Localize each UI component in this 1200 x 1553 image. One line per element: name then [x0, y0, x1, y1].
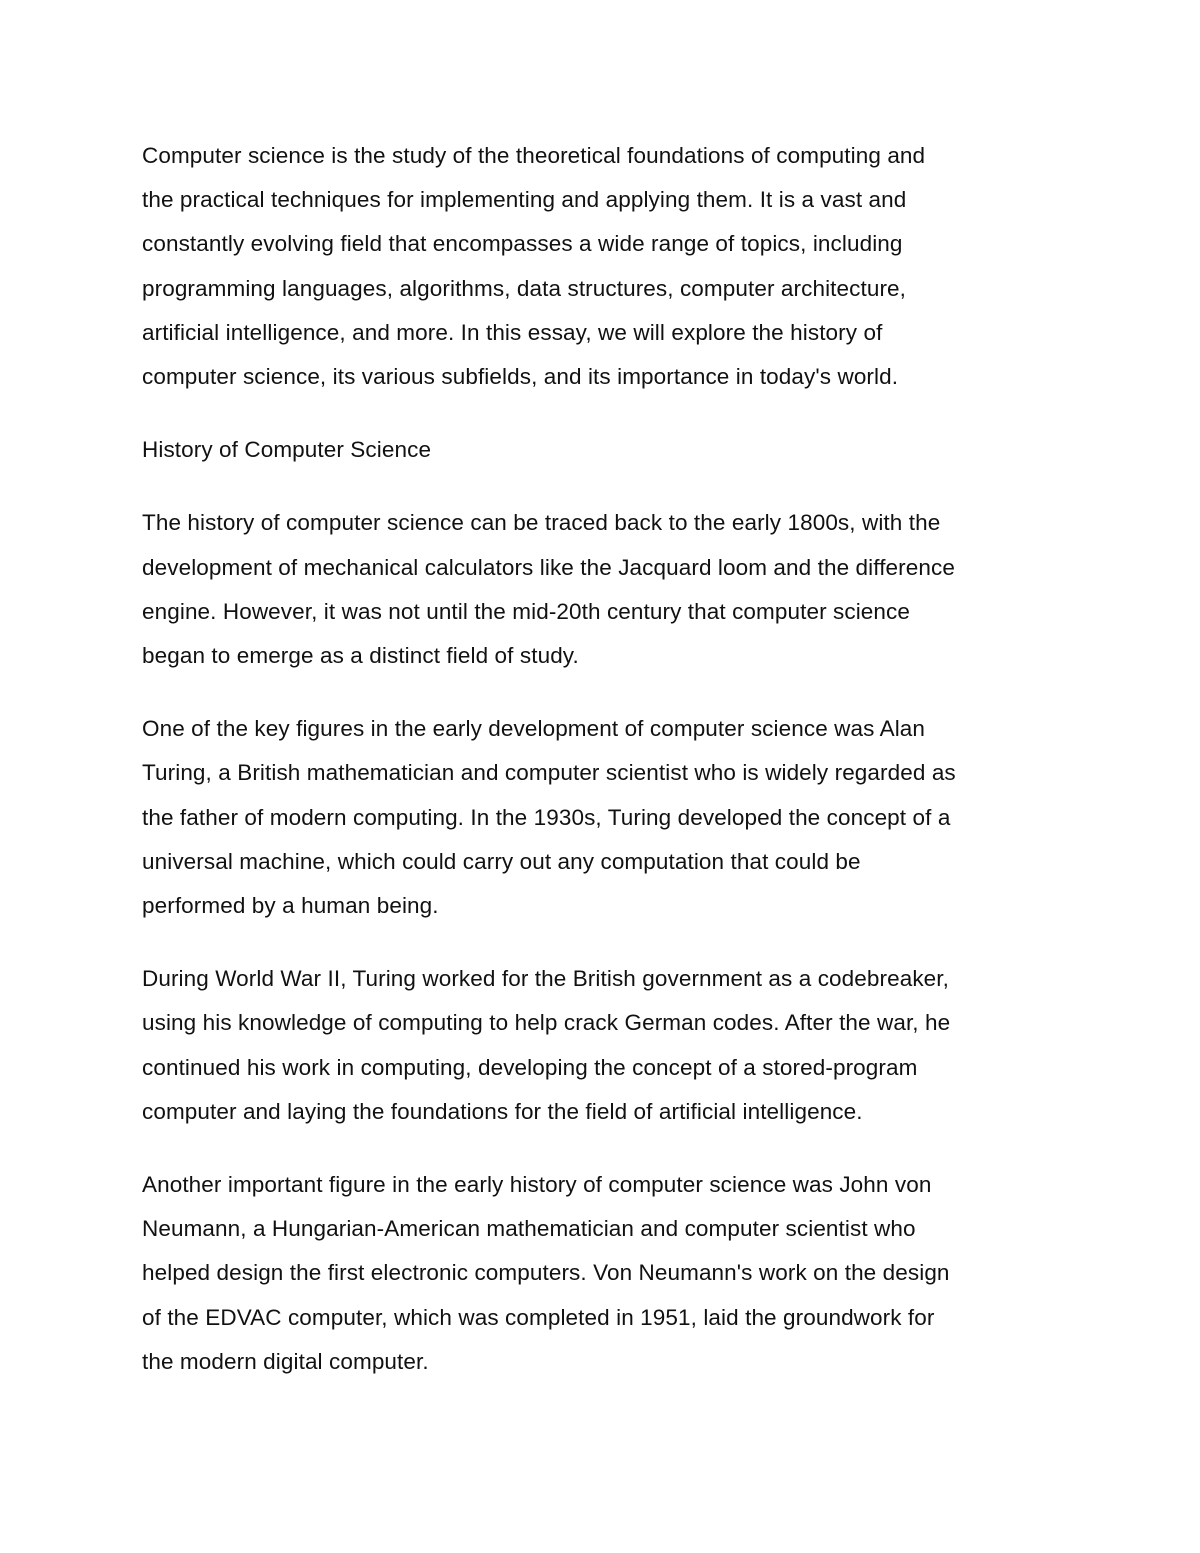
- history-paragraph-4: [142, 1163, 1072, 1384]
- text-line: Neumann, a Hungarian-American mathematician and computer scientist who: [142, 1216, 916, 1242]
- text-line: artificial intelligence, and more. In this essay, we will explore the history of: [142, 319, 883, 345]
- text-line: Turing, a British mathematician and computer scientist who is widely regarded as: [142, 760, 956, 786]
- text-line: During World War II, Turing worked for the British government as a codebreaker,: [142, 966, 950, 992]
- history-paragraph-2: [142, 707, 1072, 928]
- text-line: of the EDVAC computer, which was completed in 1951, laid the groundwork for: [142, 1304, 935, 1330]
- intro-paragraph: [142, 134, 1072, 399]
- text-line: helped design the first electronic computers. Von Neumann's work on the design: [142, 1260, 950, 1286]
- text-line: universal machine, which could carry out any computation that could be: [142, 848, 861, 874]
- text-line: programming languages, algorithms, data structures, computer architecture,: [142, 275, 907, 301]
- section-heading: [142, 428, 1072, 472]
- text-line: continued his work in computing, developing the concept of a stored-program: [142, 1054, 918, 1080]
- text-line: began to emerge as a distinct field of study.: [142, 643, 579, 669]
- text-line: using his knowledge of computing to help crack German codes. After the war, he: [142, 1010, 951, 1036]
- history-paragraph-1: [142, 501, 1072, 678]
- text-line: Computer science is the study of the theoretical foundations of computing and: [142, 143, 926, 168]
- text-line: constantly evolving field that encompasses a wide range of topics, including: [142, 231, 903, 257]
- document-body: [142, 134, 1072, 1413]
- history-paragraph-3: [142, 957, 1072, 1134]
- heading-text: History of Computer Science: [142, 437, 432, 463]
- text-line: the father of modern computing. In the 1930s, Turing developed the concept of a: [142, 804, 951, 830]
- text-line: engine. However, it was not until the mid-20th century that computer science: [142, 598, 910, 624]
- text-line: the modern digital computer.: [142, 1348, 429, 1374]
- text-line: development of mechanical calculators like the Jacquard loom and the difference: [142, 554, 955, 580]
- text-line: Another important figure in the early history of computer science was John von: [142, 1172, 932, 1198]
- text-line: computer and laying the foundations for the field of artificial intelligence.: [142, 1098, 863, 1124]
- text-line: The history of computer science can be traced back to the early 1800s, with the: [142, 510, 941, 536]
- text-line: computer science, its various subfields, and its importance in today's world.: [142, 364, 899, 390]
- text-line: One of the key figures in the early development of computer science was Alan: [142, 716, 926, 742]
- text-line: the practical techniques for implementing and applying them. It is a vast and: [142, 187, 907, 213]
- text-line: performed by a human being.: [142, 893, 439, 919]
